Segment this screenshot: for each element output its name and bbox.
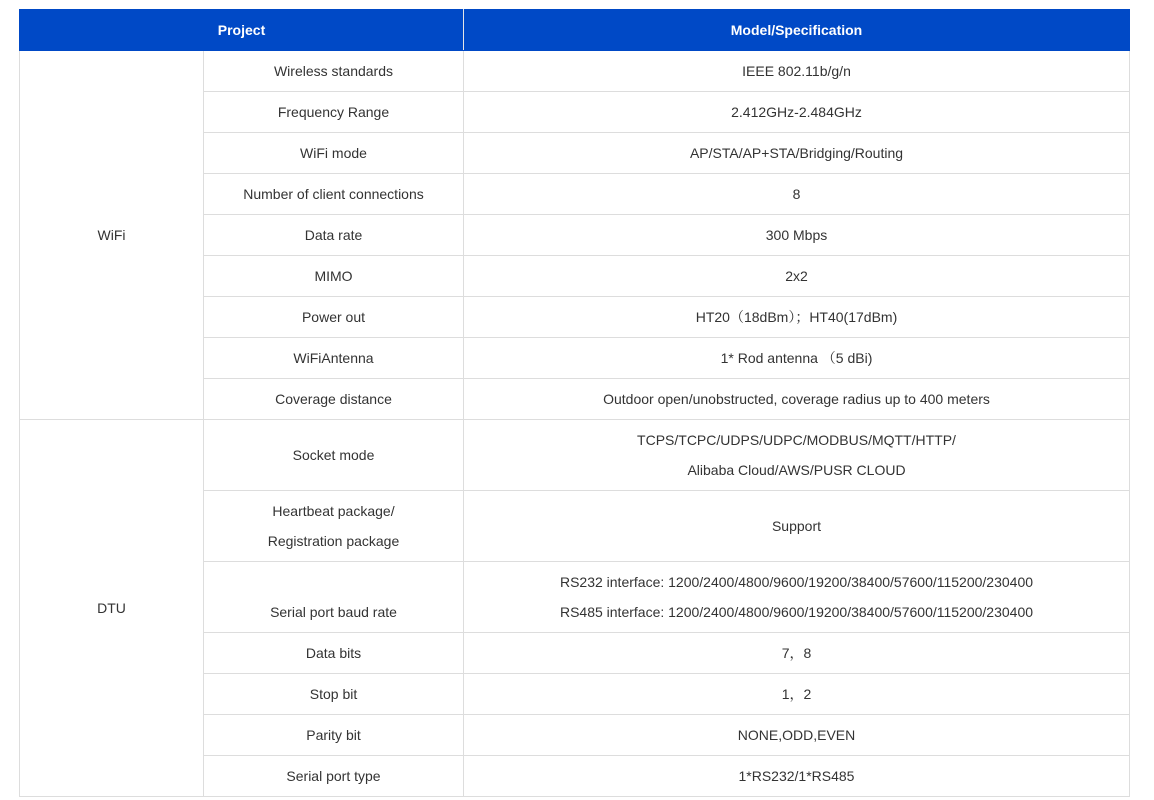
row-value-line: TCPS/TCPC/UDPS/UDPC/MODBUS/MQTT/HTTP/ xyxy=(637,432,956,448)
row-value: AP/STA/AP+STA/Bridging/Routing xyxy=(464,133,1130,174)
row-label: Stop bit xyxy=(204,674,464,715)
row-label: WiFiAntenna xyxy=(204,338,464,379)
row-label: Data rate xyxy=(204,215,464,256)
row-value-line: RS485 interface: 1200/2400/4800/9600/19200/38400/57600/115200/230400 xyxy=(559,604,1034,620)
row-value-line: Alibaba Cloud/AWS/PUSR CLOUD xyxy=(687,462,906,478)
row-value: HT20（18dBm）；HT40(17dBm) xyxy=(464,297,1130,338)
row-value: 2.412GHz-2.484GHz xyxy=(464,92,1130,133)
row-value: 8 xyxy=(464,174,1130,215)
row-label: Data bits xyxy=(204,633,464,674)
row-label: Wireless standards xyxy=(204,51,464,92)
row-label: Frequency Range xyxy=(204,92,464,133)
row-label: Number of client connections xyxy=(204,174,464,215)
row-value: Support xyxy=(464,491,1130,562)
row-value: NONE,ODD,EVEN xyxy=(464,715,1130,756)
row-label: Coverage distance xyxy=(204,379,464,420)
group-dtu: DTU xyxy=(20,420,204,797)
table-row xyxy=(20,51,1130,92)
row-label: MIMO xyxy=(204,256,464,297)
row-value: 300 Mbps xyxy=(464,215,1130,256)
row-value xyxy=(464,420,1130,491)
row-label-line: Registration package xyxy=(267,533,400,549)
row-label-line: Serial port baud rate xyxy=(270,604,397,620)
group-wifi: WiFi xyxy=(20,51,204,420)
row-value: IEEE 802.11b/g/n xyxy=(464,51,1130,92)
row-value: 1*RS232/1*RS485 xyxy=(464,756,1130,797)
row-label: Socket mode xyxy=(204,420,464,491)
row-label-line: Heartbeat package/ xyxy=(272,503,395,519)
row-label: Power out xyxy=(204,297,464,338)
table-row xyxy=(20,420,1130,491)
row-value xyxy=(464,562,1130,633)
row-value: Outdoor open/unobstructed, coverage radius up to 400 meters xyxy=(464,379,1130,420)
row-label xyxy=(204,562,464,633)
row-label: Parity bit xyxy=(204,715,464,756)
spec-table xyxy=(19,9,1130,797)
table-header-row xyxy=(20,10,1130,51)
row-value: 2x2 xyxy=(464,256,1130,297)
row-value: 1* Rod antenna （5 dBi) xyxy=(464,338,1130,379)
row-value: 7，8 xyxy=(464,633,1130,674)
header-project: Project xyxy=(20,10,464,51)
header-model-spec: Model/Specification xyxy=(464,10,1130,51)
row-label: Serial port type xyxy=(204,756,464,797)
row-value-line: RS232 interface: 1200/2400/4800/9600/19200/38400/57600/115200/230400 xyxy=(559,574,1034,590)
row-value: 1，2 xyxy=(464,674,1130,715)
row-label xyxy=(204,491,464,562)
row-label: WiFi mode xyxy=(204,133,464,174)
